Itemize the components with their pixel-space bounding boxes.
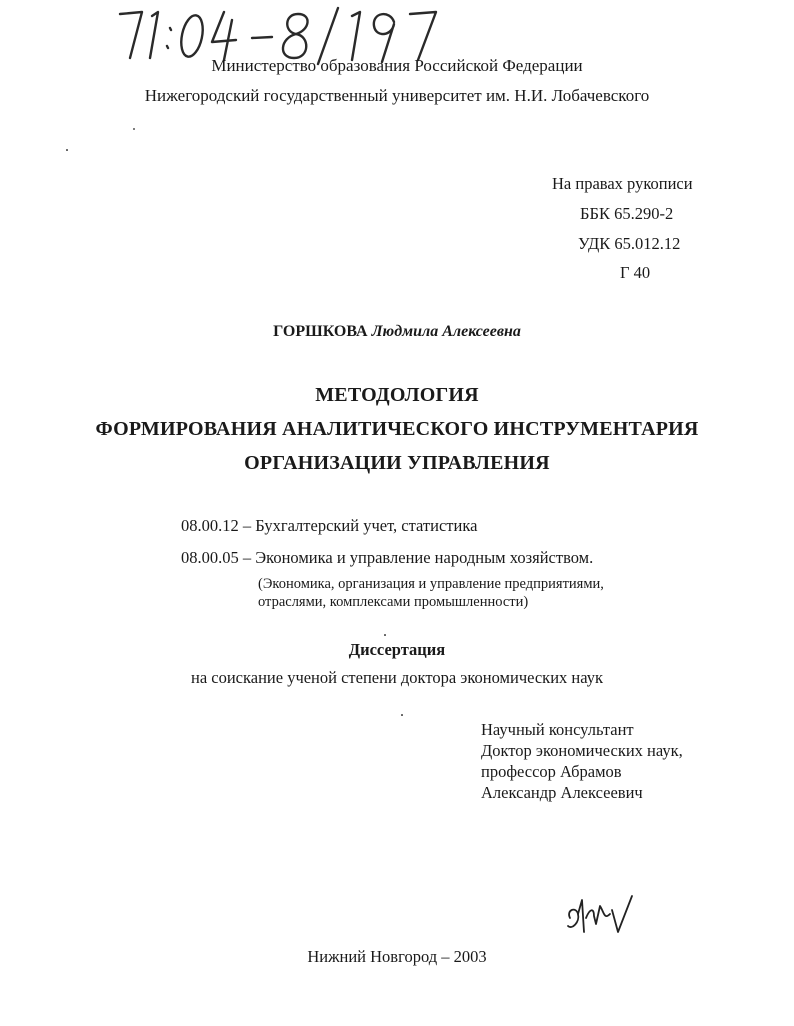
advisor-line-1: Научный консультант [481,720,634,739]
title-line-2: ФОРМИРОВАНИЯ АНАЛИТИЧЕСКОГО ИНСТРУМЕНТАРИЯ [95,418,699,440]
city-year: Нижний Новгород – 2003 [307,947,487,966]
title-line-1: МЕТОДОЛОГИЯ [315,384,479,406]
bbk-code: ББК 65.290-2 [580,204,674,223]
dissertation-label: Диссертация [348,640,446,659]
udk-code: УДК 65.012.12 [578,234,681,253]
scan-speck [401,714,403,716]
scan-speck [66,149,68,151]
author-code: Г 40 [620,263,651,282]
author-given-names: Людмила Алексеевна [371,323,521,340]
specialty-2: 08.00.05 – Экономика и управление народным хозяйством. [181,548,594,567]
scan-speck [384,634,386,636]
author-name [0,323,794,341]
title-line-3: ОРГАНИЗАЦИИ УПРАВЛЕНИЯ [244,452,550,474]
signature-drawing [560,888,650,938]
university-name: Нижегородский государственный университет им. Н.И. Лобачевского [144,86,650,105]
specialty-note-line-1: (Экономика, организация и управление предприятиями, [258,576,604,592]
advisor-line-3: профессор Абрамов [481,762,622,781]
manuscript-rights: На правах рукописи [552,174,693,193]
specialty-note-line-2: отраслями, комплексами промышленности) [258,594,529,610]
specialty-1: 08.00.12 – Бухгалтерский учет, статистика [181,516,478,535]
author-surname: ГОРШКОВА [273,323,368,340]
ministry-name: Министерство образования Российской Федерации [211,56,583,75]
dissertation-degree: на соискание ученой степени доктора экономических наук [190,668,603,687]
handwritten-signature [560,888,650,938]
advisor-line-4: Александр Алексеевич [481,783,643,802]
scan-speck [133,128,135,130]
advisor-line-2: Доктор экономических наук, [481,741,683,760]
